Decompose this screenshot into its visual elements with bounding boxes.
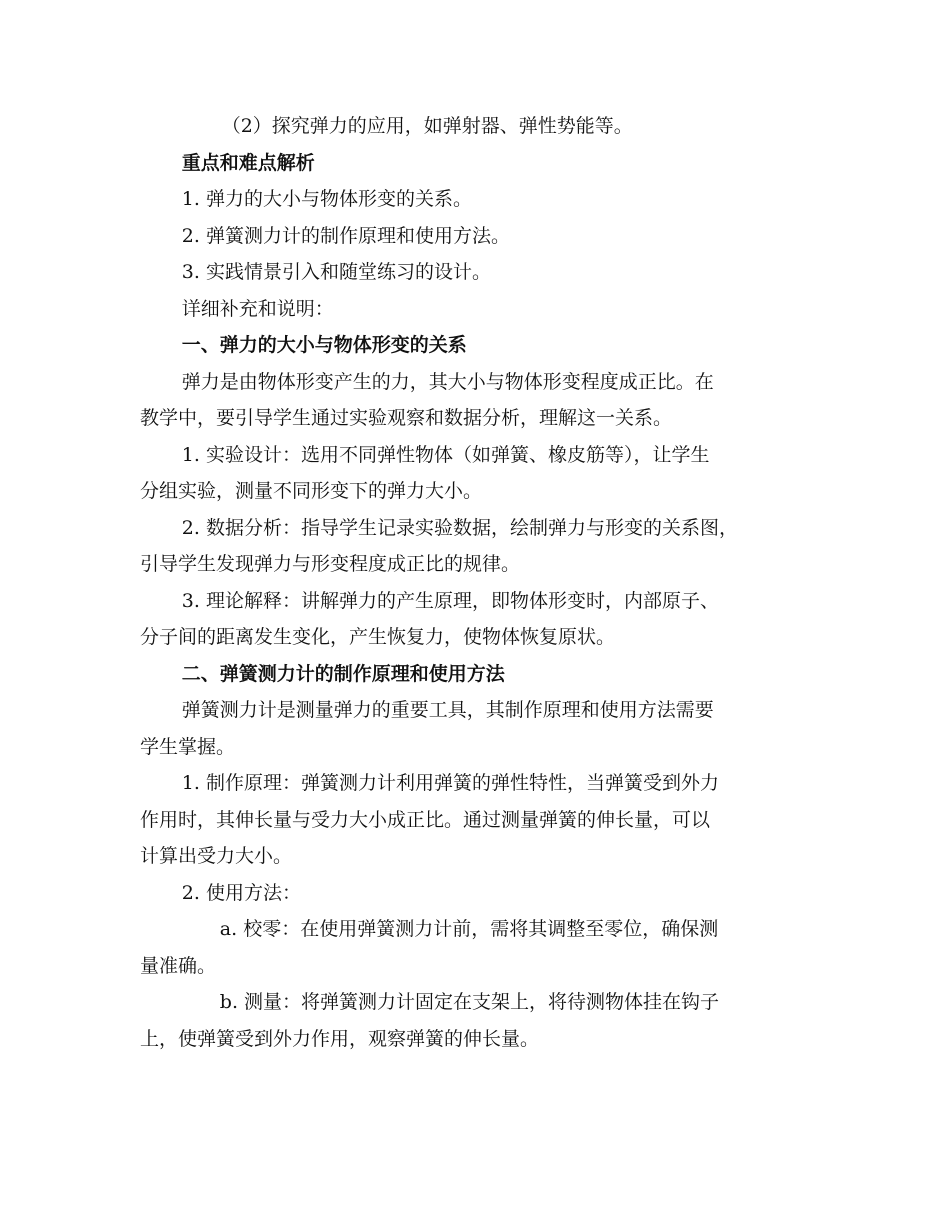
paragraph-line: 上，使弹簧受到外力作用，观察弹簧的伸长量。 xyxy=(140,1027,540,1050)
paragraph-line: 1. 制作原理：弹簧测力计利用弹簧的弹性特性，当弹簧受到外力 xyxy=(181,772,719,794)
paragraph-line: 作用时，其伸长量与受力大小成正比。通过测量弹簧的伸长量，可以 xyxy=(140,808,711,831)
paragraph-line: 弹簧测力计是测量弹力的重要工具，其制作原理和使用方法需要 xyxy=(181,699,714,721)
key-point-2: 2. 弹簧测力计的制作原理和使用方法。 xyxy=(181,224,510,247)
paragraph-line: 计算出受力大小。 xyxy=(140,845,293,867)
paragraph-line: 1. 实验设计：选用不同弹性物体（如弹簧、橡皮筋等），让学生 xyxy=(181,443,710,466)
paragraph-line: 教学中，要引导学生通过实验观察和数据分析，理解这一关系。 xyxy=(140,407,673,429)
paragraph-line: 量准确。 xyxy=(140,954,217,977)
section-heading-2: 二、弹簧测力计的制作原理和使用方法 xyxy=(181,662,505,685)
key-point-3: 3. 实践情景引入和随堂练习的设计。 xyxy=(181,261,491,283)
paragraph-line: 引导学生发现弹力与形变程度成正比的规律。 xyxy=(140,553,521,575)
paragraph-line: 3. 理论解释：讲解弹力的产生原理，即物体形变时，内部原子、 xyxy=(181,589,719,612)
paragraph-line: b. 测量：将弹簧测力计固定在支架上，将待测物体挂在钩子 xyxy=(219,991,720,1013)
line-application-item: （2）探究弹力的应用，如弹射器、弹性势能等。 xyxy=(221,115,633,137)
heading-key-points: 重点和难点解析 xyxy=(181,151,315,174)
paragraph-line: a. 校零：在使用弹簧测力计前，需将其调整至零位，确保测 xyxy=(219,918,719,940)
paragraph-line: 分子间的距离发生变化，产生恢复力，使物体恢复原状。 xyxy=(140,626,616,648)
paragraph-line: 分组实验，测量不同形变下的弹力大小。 xyxy=(140,480,483,502)
paragraph-line: 学生掌握。 xyxy=(140,735,236,758)
paragraph-line: 2. 数据分析：指导学生记录实验数据，绘制弹力与形变的关系图， xyxy=(181,516,738,539)
paragraph-line: 弹力是由物体形变产生的力，其大小与物体形变程度成正比。在 xyxy=(181,370,714,393)
key-point-1: 1. 弹力的大小与物体形变的关系。 xyxy=(181,188,472,210)
section-heading-1: 一、弹力的大小与物体形变的关系 xyxy=(181,334,467,356)
document-page xyxy=(140,108,815,1057)
usage-method-label: 2. 使用方法： xyxy=(181,881,301,904)
supplement-label: 详细补充和说明： xyxy=(181,297,334,320)
